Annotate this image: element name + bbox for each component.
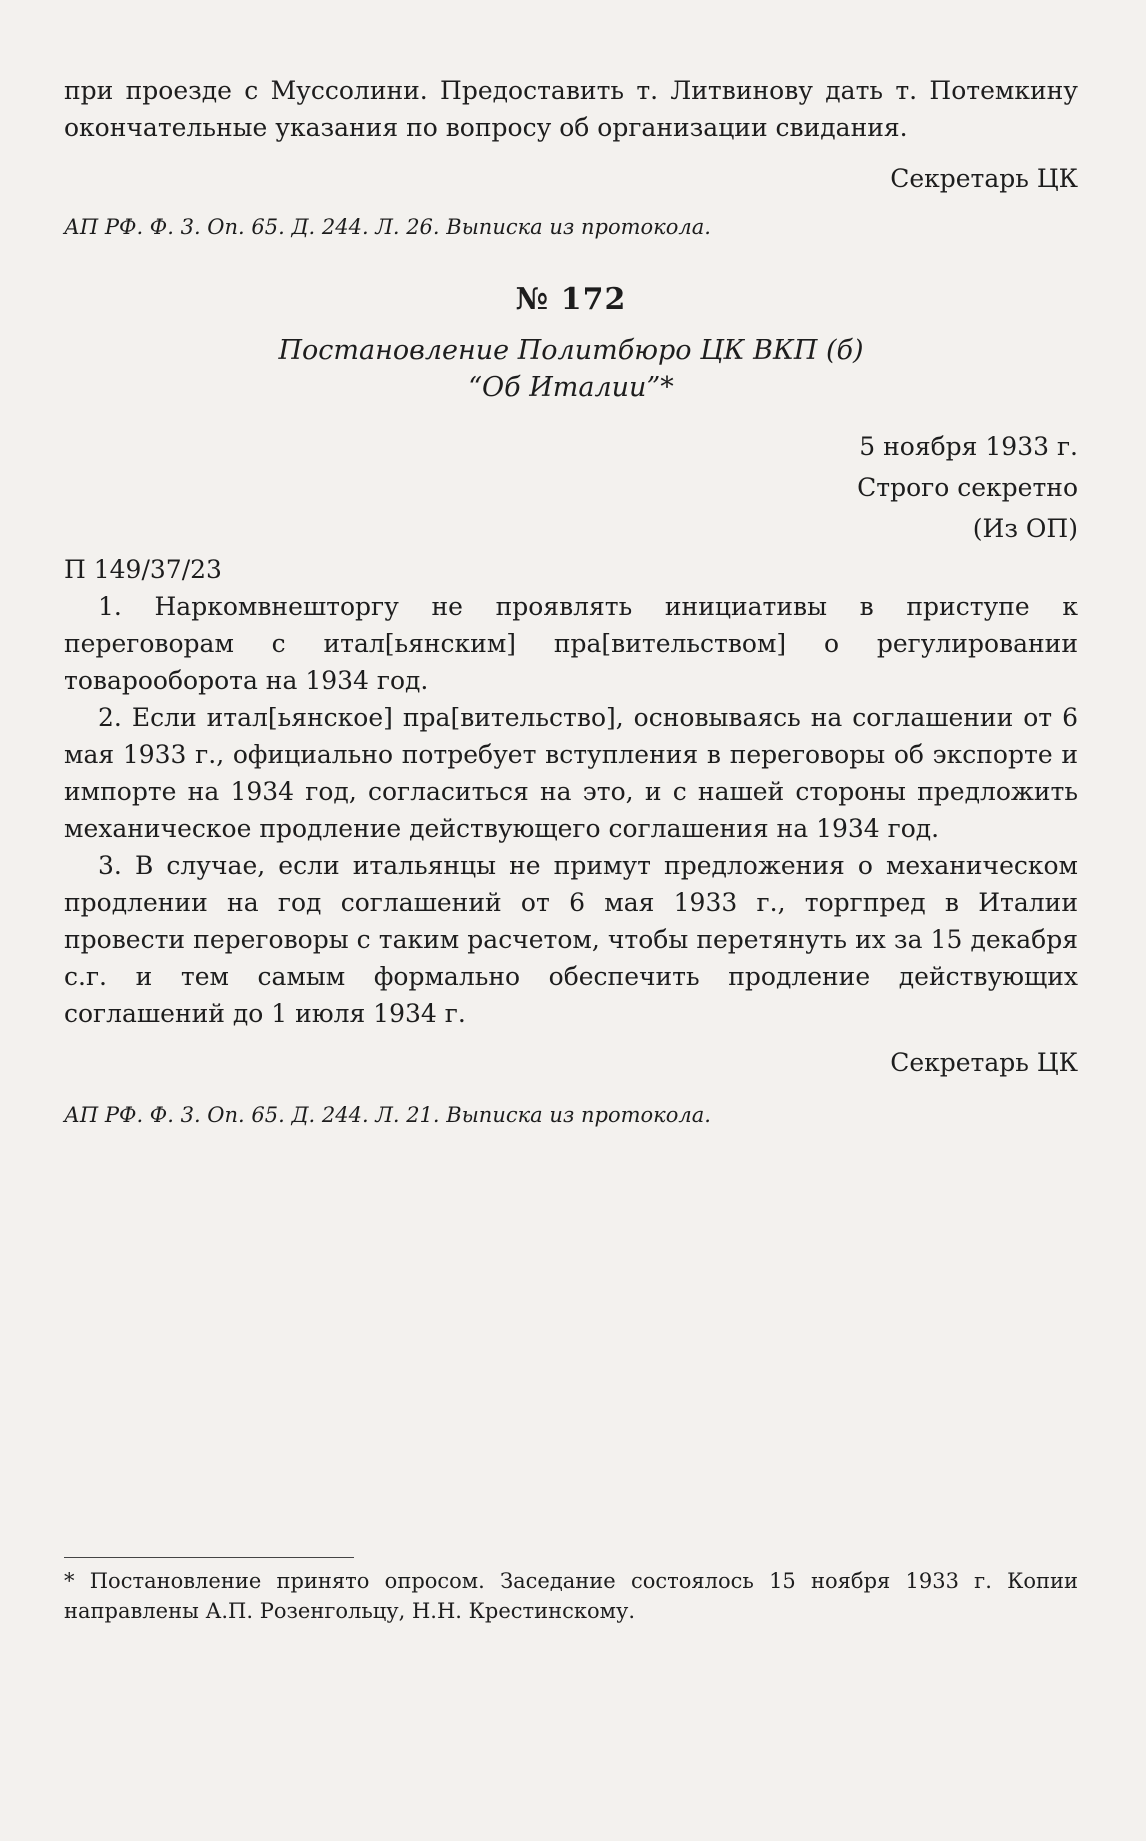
- top-archive-source: АП РФ. Ф. 3. Оп. 65. Д. 244. Л. 26. Выписка из протокола.: [64, 215, 711, 239]
- origin-label: (Из ОП): [972, 514, 1078, 543]
- top-signature: Секретарь ЦК: [890, 164, 1078, 193]
- resolution-item-1: 1. Наркомвнешторгу не проявлять инициативы в приступе к переговорам с итал[ьянским] пра[вительством] о регулировании товарооборота на 1934 год.: [64, 592, 1078, 695]
- footnote-divider: [64, 1557, 354, 1558]
- resolution-item-3: 3. В случае, если итальянцы не примут предложения о механическом продлении на год соглашений от 6 мая 1933 г., торгпред в Италии провести переговоры с таким расчетом, чтобы перетянуть их за 15 декабря с.г. и тем самым формально обеспечить продление действующих соглашений до 1 июля 1934 г.: [64, 851, 1078, 1028]
- footnote: * Постановление принято опросом. Заседание состоялось 15 ноября 1933 г. Копии направлены А.П. Розенгольцу, Н.Н. Крестинскому.: [64, 1569, 1078, 1623]
- document-signature: Секретарь ЦК: [890, 1048, 1078, 1077]
- document-archive-source: АП РФ. Ф. 3. Оп. 65. Д. 244. Л. 21. Выписка из протокола.: [64, 1103, 711, 1127]
- document-subtitle: “Об Италии”*: [468, 372, 674, 403]
- blank-space: [64, 1129, 1078, 1557]
- top-paragraph: при проезде с Муссолини. Предоставить т. Литвинову дать т. Потемкину окончательные указания по вопросу об организации свидания.: [64, 76, 1078, 142]
- document-page: [64, 72, 1078, 1626]
- classification-label: Строго секретно: [857, 473, 1078, 502]
- resolution-item-2: 2. Если итал[ьянское] пра[вительство], основываясь на соглашении от 6 мая 1933 г., официально потребует вступления в переговоры об экспорте и импорте на 1934 год, согласиться на это, и с нашей стороны предложить механическое продление действующего соглашения на 1934 год.: [64, 703, 1078, 843]
- protocol-id: П 149/37/23: [64, 555, 222, 584]
- document-date: 5 ноября 1933 г.: [859, 432, 1078, 461]
- document-number: № 172: [515, 282, 627, 317]
- document-title: Постановление Политбюро ЦК ВКП (б): [278, 335, 864, 366]
